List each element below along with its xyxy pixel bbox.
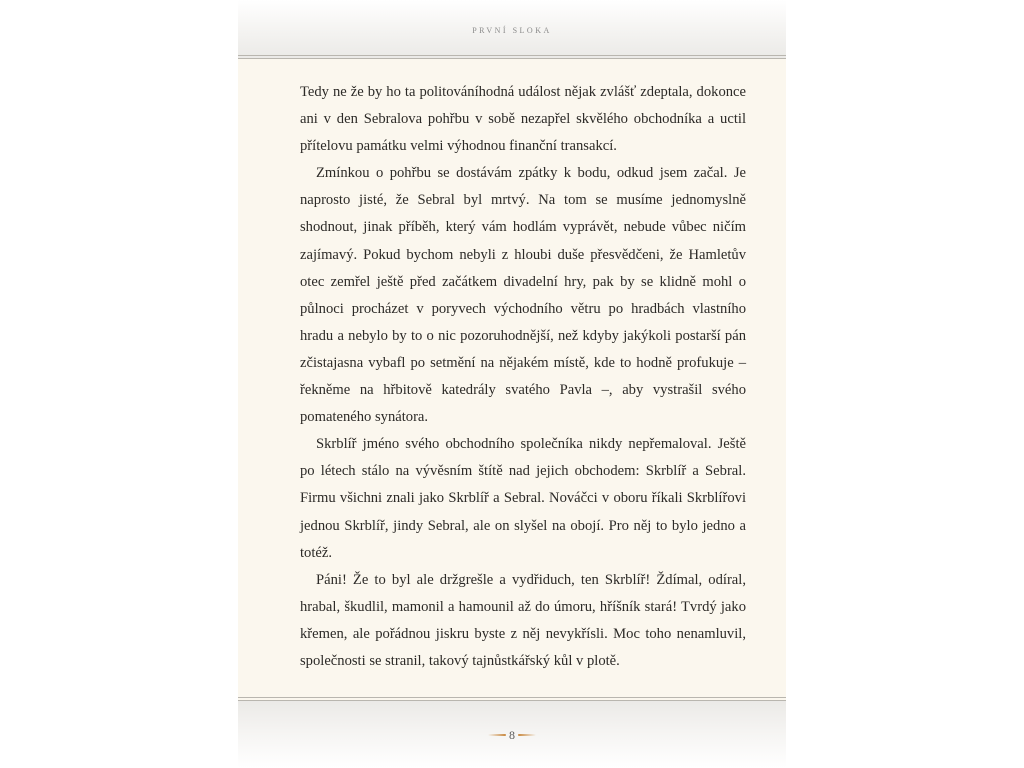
- footer-rule-top: [238, 697, 786, 698]
- page-header: [238, 0, 786, 58]
- page-number-block: [238, 728, 786, 742]
- paragraph-3: Skrblíř jméno svého obchodního společníka nikdy nepřemaloval. Ještě po létech stálo na vývěsním štítě nad jejich obchodem: Skrblíř a Sebral. Firmu všichni znali jako Skrblíř a Sebral. Nováčci v oboru říkali Skrblířovi jednou Skrblíř, jindy Sebral, ale on slyšel na obojí. Pro něj to bylo jedno a totéž.: [300, 436, 746, 561]
- page-number: 8: [509, 727, 515, 742]
- ornament-right-icon: [518, 734, 536, 736]
- header-rule-bottom: [238, 58, 786, 59]
- ornament-left-icon: [488, 734, 506, 736]
- running-header-title: PRVNÍ SLOKA: [472, 26, 552, 35]
- page-body-text: [300, 79, 746, 675]
- paragraph-4: Páni! Že to byl ale držgrešle a vydřiduch, ten Skrblíř! Ždímal, odíral, hrabal, škudlil, mamonil a hamounil až do úmoru, hříšník stará! Tvrdý jako křemen, ale pořádnou jiskru byste z něj nevykřísli. Moc toho nenamluvil, společnosti se stranil, takový tajnůstkářský kůl v plotě.: [300, 571, 746, 669]
- book-page: [238, 0, 786, 768]
- paragraph-2: Zmínkou o pohřbu se dostávám zpátky k bodu, odkud jsem začal. Je naprosto jisté, že Sebral byl mrtvý. Na tom se musíme jednomyslně shodnout, jinak příběh, který vám hodlám vyprávět, nebude vůbec ničím zajímavý. Pokud bychom nebyli z hloubi duše přesvědčeni, že Hamletův otec zemřel ještě před začátkem divadelní hry, pak by se klidně mohl o půlnoci procházet v poryvech východního větru po hradbách vlastního hradu a nebylo by to o nic pozoruhodnější, než kdyby jakýkoli postarší pán zčistajasna vybafl po setmění na nějakém místě, kde to hodně profukuje – řekněme na hřbitově katedrály svatého Pavla –, aby vystrašil svého pomateného synátora.: [300, 165, 746, 426]
- header-rule-top: [238, 55, 786, 56]
- paragraph-1: Tedy ne že by ho ta politováníhodná událost nějak zvlášť zdeptala, dokonce ani v den Sebralova pohřbu v sobě nezapřel skvělého obchodníka a uctil přítelovu památku velmi výhodnou finanční transakcí.: [300, 84, 746, 155]
